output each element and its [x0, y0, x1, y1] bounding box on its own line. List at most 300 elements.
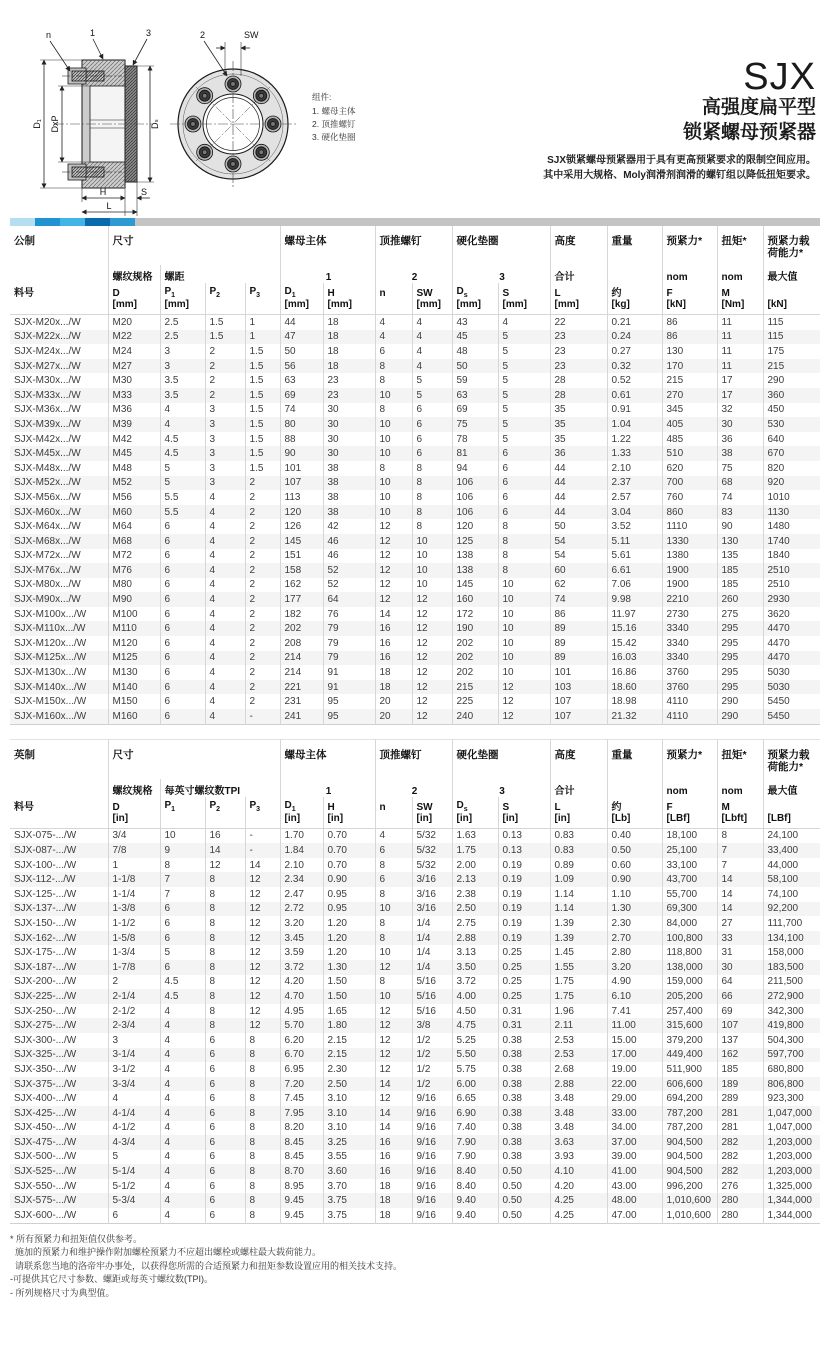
table-cell: 787,200 [662, 1121, 717, 1136]
table-cell: 158 [280, 563, 323, 578]
table-cell: 12 [375, 519, 412, 534]
product-description [543, 153, 816, 183]
table-cell: 2 [205, 388, 245, 403]
table-cell: 2 [245, 651, 280, 666]
table-cell: 8 [245, 1106, 280, 1121]
table-cell: 270 [662, 388, 717, 403]
table-cell: 0.13 [498, 843, 550, 858]
table-cell: 282 [717, 1164, 763, 1179]
table-cell: 0.21 [607, 315, 662, 330]
table-cell: 3/4 [108, 828, 160, 843]
table-cell: 0.25 [498, 960, 550, 975]
table-cell: 5.25 [452, 1033, 498, 1048]
table-cell: 115 [763, 315, 820, 330]
table-cell: 0.38 [498, 1062, 550, 1077]
table-cell: 86 [662, 330, 717, 345]
table-cell: 2 [245, 490, 280, 505]
table-cell: 1130 [763, 505, 820, 520]
table-cell: 8 [205, 916, 245, 931]
table-cell: 0.61 [607, 388, 662, 403]
table-cell: 12 [412, 680, 452, 695]
table-cell: SJX-M56x.../W [14, 491, 81, 503]
table-cell: - [245, 843, 280, 858]
table-cell: 0.95 [323, 902, 375, 917]
table-cell: 6 [375, 843, 412, 858]
table-cell: 4.5 [160, 989, 205, 1004]
table-cell: 12 [245, 887, 280, 902]
table-cell: 4 [160, 1121, 205, 1136]
table-cell: SJX-525-.../W [14, 1166, 77, 1178]
table-cell: 904,500 [662, 1164, 717, 1179]
table-cell: 12 [375, 563, 412, 578]
column-header: $P_2$ [205, 797, 245, 813]
table-cell: 12 [498, 680, 550, 695]
column-unit [10, 813, 108, 829]
column-group-header: 扭矩* [717, 739, 763, 779]
table-cell: 175 [763, 344, 820, 359]
table-cell: 5 [498, 403, 550, 418]
table-cell: 6.90 [452, 1106, 498, 1121]
table-cell: 17 [717, 388, 763, 403]
column-subheader: 最大值 [763, 265, 820, 283]
table-cell: 0.50 [498, 1179, 550, 1194]
table-row [10, 1048, 820, 1063]
table-cell: 10 [412, 578, 452, 593]
table-cell: 282 [717, 1135, 763, 1150]
table-cell: 0.89 [550, 858, 607, 873]
column-header: F [662, 283, 717, 299]
table-cell: SJX-M140x.../W [14, 681, 87, 693]
table-cell: 8 [375, 931, 412, 946]
table-cell: 2 [205, 373, 245, 388]
table-cell: 101 [280, 461, 323, 476]
table-cell: 2.38 [452, 887, 498, 902]
table-cell: 52 [323, 563, 375, 578]
table-cell: 8 [498, 563, 550, 578]
column-subheader [10, 265, 108, 283]
table-cell: M120 [108, 636, 160, 651]
column-header [763, 797, 820, 813]
table-cell: 3.5 [160, 388, 205, 403]
table-cell: 257,400 [662, 1004, 717, 1019]
table-cell: 1.5 [245, 446, 280, 461]
table-cell: 0.38 [498, 1091, 550, 1106]
table-cell: SJX-112-.../W [14, 874, 76, 886]
table-cell: 74 [717, 490, 763, 505]
table-row [10, 1121, 820, 1136]
table-cell: 275 [717, 607, 763, 622]
table-cell: 904,500 [662, 1135, 717, 1150]
table-cell: 1740 [763, 534, 820, 549]
table-row [10, 858, 820, 873]
table-cell: 2 [205, 344, 245, 359]
header-row-symbols [10, 283, 820, 299]
table-cell: 3.93 [550, 1150, 607, 1165]
table-cell: 30 [323, 403, 375, 418]
table-cell: 8 [375, 373, 412, 388]
table-row [10, 476, 820, 491]
table-cell: 3.10 [323, 1121, 375, 1136]
table-cell: 18 [375, 1193, 412, 1208]
table-cell: 103 [550, 680, 607, 695]
column-subheader: 1 [280, 265, 375, 283]
column-header: D [108, 797, 160, 813]
table-cell: 511,900 [662, 1062, 717, 1077]
table-cell: 12 [412, 709, 452, 724]
column-header: S [498, 797, 550, 813]
table-cell: 2 [245, 505, 280, 520]
table-cell: 0.19 [498, 931, 550, 946]
table-cell: M140 [108, 680, 160, 695]
table-cell: 4 [205, 534, 245, 549]
table-cell: 12 [245, 975, 280, 990]
table-cell: 64 [323, 592, 375, 607]
table-cell: 50 [452, 359, 498, 374]
table-cell: 4 [160, 1193, 205, 1208]
table-cell: 6 [498, 505, 550, 520]
table-cell: 8 [375, 359, 412, 374]
table-cell: 14 [717, 902, 763, 917]
table-cell: 0.19 [498, 872, 550, 887]
table-cell: 2 [245, 476, 280, 491]
table-cell: 10 [498, 665, 550, 680]
table-cell: 80 [280, 417, 323, 432]
table-cell: 62 [550, 578, 607, 593]
table-cell: 2.00 [452, 858, 498, 873]
table-cell: SJX-175-.../W [14, 947, 77, 959]
table-cell: 30 [717, 417, 763, 432]
table-cell: M100 [108, 607, 160, 622]
table-row [10, 315, 820, 330]
table-cell: SJX-M45x.../W [14, 448, 81, 460]
table-cell: 3/8 [412, 1018, 452, 1033]
table-cell: 904,500 [662, 1150, 717, 1165]
table-cell: 8 [412, 476, 452, 491]
table-cell: 6 [108, 1208, 160, 1223]
callout-label-1: 1 [90, 28, 96, 38]
table-cell: 43,700 [662, 872, 717, 887]
callout-label-3: 3 [146, 28, 152, 38]
table-cell: 208 [280, 636, 323, 651]
table-cell: 3.20 [280, 916, 323, 931]
column-group-header: 公制 [14, 235, 35, 247]
table-cell: 2 [245, 549, 280, 564]
column-subheader: 3 [452, 779, 550, 797]
accent-bar-segment [85, 218, 110, 226]
table-cell: 5/32 [412, 858, 452, 873]
table-cell: 23 [550, 330, 607, 345]
table-cell: 4 [205, 694, 245, 709]
table-cell: 6 [375, 344, 412, 359]
table-cell: SJX-M68x.../W [14, 535, 81, 547]
table-cell: SJX-M33x.../W [14, 389, 81, 401]
table-cell: 0.90 [607, 872, 662, 887]
table-cell: 2.37 [607, 476, 662, 491]
dim-label-h: H [99, 187, 107, 197]
table-cell: 1.04 [607, 417, 662, 432]
table-cell: 8.40 [452, 1164, 498, 1179]
table-cell: 10 [375, 505, 412, 520]
table-cell: 12 [412, 607, 452, 622]
column-header: 料号 [14, 801, 34, 813]
column-header: 约 [607, 797, 662, 813]
table-cell: 3340 [662, 621, 717, 636]
table-cell: 106 [452, 476, 498, 491]
table-cell: 1.5 [245, 373, 280, 388]
column-header: H [323, 283, 375, 299]
table-cell: - [245, 828, 280, 843]
table-cell: M33 [108, 388, 160, 403]
table-cell: 2.5 [160, 315, 205, 330]
table-cell: 44 [280, 315, 323, 330]
table-cell: 89 [550, 636, 607, 651]
table-cell: 16 [375, 1164, 412, 1179]
table-cell: 8.45 [280, 1150, 323, 1165]
table-cell: 4 [160, 1164, 205, 1179]
table-cell: 95 [323, 694, 375, 709]
column-group-header: 硬化垫圈 [452, 739, 550, 779]
table-cell: 89 [550, 651, 607, 666]
table-cell: 4.90 [607, 975, 662, 990]
table-cell: 4 [160, 1179, 205, 1194]
column-unit: [Lbft] [717, 813, 763, 829]
table-cell: 405 [662, 417, 717, 432]
table-cell: 360 [763, 388, 820, 403]
table-cell: 2.34 [280, 872, 323, 887]
table-cell: 5 [160, 476, 205, 491]
table-cell: 3760 [662, 665, 717, 680]
table-cell: 4110 [662, 709, 717, 724]
table-cell: 2510 [763, 578, 820, 593]
table-cell: 281 [717, 1106, 763, 1121]
table-cell: 15.16 [607, 621, 662, 636]
table-cell: 6 [160, 534, 205, 549]
table-cell: 2.80 [607, 945, 662, 960]
column-header: SW [412, 283, 452, 299]
table-cell: 2.50 [323, 1077, 375, 1092]
table-cell: 125 [452, 534, 498, 549]
table-cell: 1,344,000 [763, 1193, 820, 1208]
table-cell: 16.03 [607, 651, 662, 666]
table-row [10, 592, 820, 607]
table-cell: 18,100 [662, 828, 717, 843]
table-cell: 23 [550, 359, 607, 374]
table-cell: 2 [245, 621, 280, 636]
column-subheader: nom [717, 265, 763, 283]
table-row [10, 534, 820, 549]
table-cell: 12 [375, 1004, 412, 1019]
column-group-header: 预紧力* [662, 739, 717, 779]
table-cell: 3.45 [280, 931, 323, 946]
table-cell: 0.38 [498, 1033, 550, 1048]
table-cell: 8 [205, 1004, 245, 1019]
table-row [10, 563, 820, 578]
callout-label-n: n [46, 30, 52, 40]
table-cell: 1.20 [323, 916, 375, 931]
table-cell: 6 [375, 872, 412, 887]
table-cell: 91 [323, 680, 375, 695]
column-header: n [375, 797, 412, 813]
table-cell: 12 [375, 1091, 412, 1106]
footnote-line: - 所列规格尺寸为典型值。 [10, 1287, 115, 1298]
table-row [10, 621, 820, 636]
table-cell: 16 [375, 651, 412, 666]
column-group-header: 硬化垫圈 [452, 226, 550, 265]
table-cell: 6 [498, 446, 550, 461]
table-cell: 18 [375, 1208, 412, 1223]
table-cell: 3 [205, 476, 245, 491]
table-cell: 0.52 [607, 373, 662, 388]
table-cell: M56 [108, 490, 160, 505]
column-unit [10, 299, 108, 315]
column-header: 料号 [14, 288, 34, 299]
column-subheader [10, 779, 108, 797]
table-cell: 2 [245, 519, 280, 534]
table-cell: 58,100 [763, 872, 820, 887]
table-cell: 10 [498, 621, 550, 636]
table-cell: 4 [412, 344, 452, 359]
table-cell: 18.98 [607, 694, 662, 709]
table-cell: M45 [108, 446, 160, 461]
table-cell: 6 [160, 931, 205, 946]
table-cell: 4 [160, 1077, 205, 1092]
table-cell: 8 [375, 461, 412, 476]
table-cell: M36 [108, 403, 160, 418]
table-cell: 8 [245, 1193, 280, 1208]
table-cell: SJX-M72x.../W [14, 550, 81, 562]
table-cell: 4470 [763, 636, 820, 651]
table-cell: 620 [662, 461, 717, 476]
table-cell: 10 [498, 592, 550, 607]
column-subheader: 2 [375, 779, 452, 797]
table-cell: 670 [763, 446, 820, 461]
table-cell: 16 [375, 1135, 412, 1150]
table-cell: 10 [375, 902, 412, 917]
table-cell: 107 [550, 694, 607, 709]
table-row [10, 1077, 820, 1092]
table-cell: 1,344,000 [763, 1208, 820, 1223]
dim-label-l: L [106, 201, 112, 211]
table-cell: 8 [717, 828, 763, 843]
table-cell: 18 [323, 315, 375, 330]
table-cell: 25,100 [662, 843, 717, 858]
table-cell: 8 [375, 887, 412, 902]
table-cell: 5 [498, 432, 550, 447]
table-cell: 8.20 [280, 1121, 323, 1136]
table-cell: 22 [550, 315, 607, 330]
table-cell: 69,300 [662, 902, 717, 917]
table-cell: 111,700 [763, 916, 820, 931]
table-cell: 2210 [662, 592, 717, 607]
table-cell: 20 [375, 709, 412, 724]
table-cell: 0.70 [323, 843, 375, 858]
table-cell: 5030 [763, 680, 820, 695]
table-cell: 8.70 [280, 1164, 323, 1179]
table-row [10, 636, 820, 651]
table-cell: 12 [498, 694, 550, 709]
header-row-units [10, 299, 820, 315]
table-cell: 225 [452, 694, 498, 709]
table-row [10, 446, 820, 461]
table-cell: 2 [245, 607, 280, 622]
table-cell: 215 [763, 359, 820, 374]
table-row [10, 549, 820, 564]
column-subheader: 合计 [550, 779, 607, 797]
table-cell: 190 [452, 621, 498, 636]
table-cell: 160 [452, 592, 498, 607]
column-unit: [mm] [323, 299, 375, 315]
table-row [10, 344, 820, 359]
table-row [10, 432, 820, 447]
table-cell: 2.10 [280, 858, 323, 873]
table-cell: 6 [160, 694, 205, 709]
table-cell: SJX-400-.../W [14, 1093, 77, 1105]
table-row [10, 490, 820, 505]
table-cell: 1-1/8 [108, 872, 160, 887]
table-cell: 450 [763, 403, 820, 418]
table-cell: 680,800 [763, 1062, 820, 1077]
table-cell: 8 [245, 1062, 280, 1077]
table-cell: M60 [108, 505, 160, 520]
table-cell: 3.70 [323, 1179, 375, 1194]
column-group-header: 预紧力载荷能力* [763, 739, 820, 779]
table-cell: 280 [717, 1208, 763, 1223]
table-cell: 1/4 [412, 916, 452, 931]
table-cell: 1/4 [412, 931, 452, 946]
table-cell: 2.72 [280, 902, 323, 917]
table-cell: 4 [205, 519, 245, 534]
table-cell: 7.41 [607, 1004, 662, 1019]
table-cell: 2-1/2 [108, 1004, 160, 1019]
table-cell: 37.00 [607, 1135, 662, 1150]
table-cell: 2.13 [452, 872, 498, 887]
column-unit [375, 813, 412, 829]
table-cell: 0.50 [498, 1208, 550, 1223]
table-cell: 36 [717, 432, 763, 447]
table-cell: 182 [280, 607, 323, 622]
table-cell: 158,000 [763, 945, 820, 960]
table-cell: SJX-M90x.../W [14, 594, 81, 606]
table-cell: 16 [375, 621, 412, 636]
table-cell: 12 [412, 621, 452, 636]
table-cell: 113 [280, 490, 323, 505]
table-cell: 84,000 [662, 916, 717, 931]
table-row [10, 373, 820, 388]
table-cell: 8 [205, 989, 245, 1004]
table-cell: 8 [205, 975, 245, 990]
table-cell: M64 [108, 519, 160, 534]
table-cell: 4 [205, 563, 245, 578]
table-cell: 806,800 [763, 1077, 820, 1092]
table-cell: 2.5 [160, 330, 205, 345]
table-cell: 700 [662, 476, 717, 491]
column-unit [205, 299, 245, 315]
table-cell: 6 [160, 563, 205, 578]
table-cell: 9/16 [412, 1121, 452, 1136]
table-cell: 16.86 [607, 665, 662, 680]
column-unit: [in] [412, 813, 452, 829]
table-cell: 2.70 [607, 931, 662, 946]
table-cell: 41.00 [607, 1164, 662, 1179]
table-cell: 1.14 [550, 902, 607, 917]
table-cell: 7.20 [280, 1077, 323, 1092]
table-cell: 0.24 [607, 330, 662, 345]
table-cell: 14 [205, 843, 245, 858]
table-cell: 12 [412, 694, 452, 709]
table-cell: 4.5 [160, 432, 205, 447]
table-cell: 6 [160, 651, 205, 666]
table-cell: 1/2 [412, 1077, 452, 1092]
